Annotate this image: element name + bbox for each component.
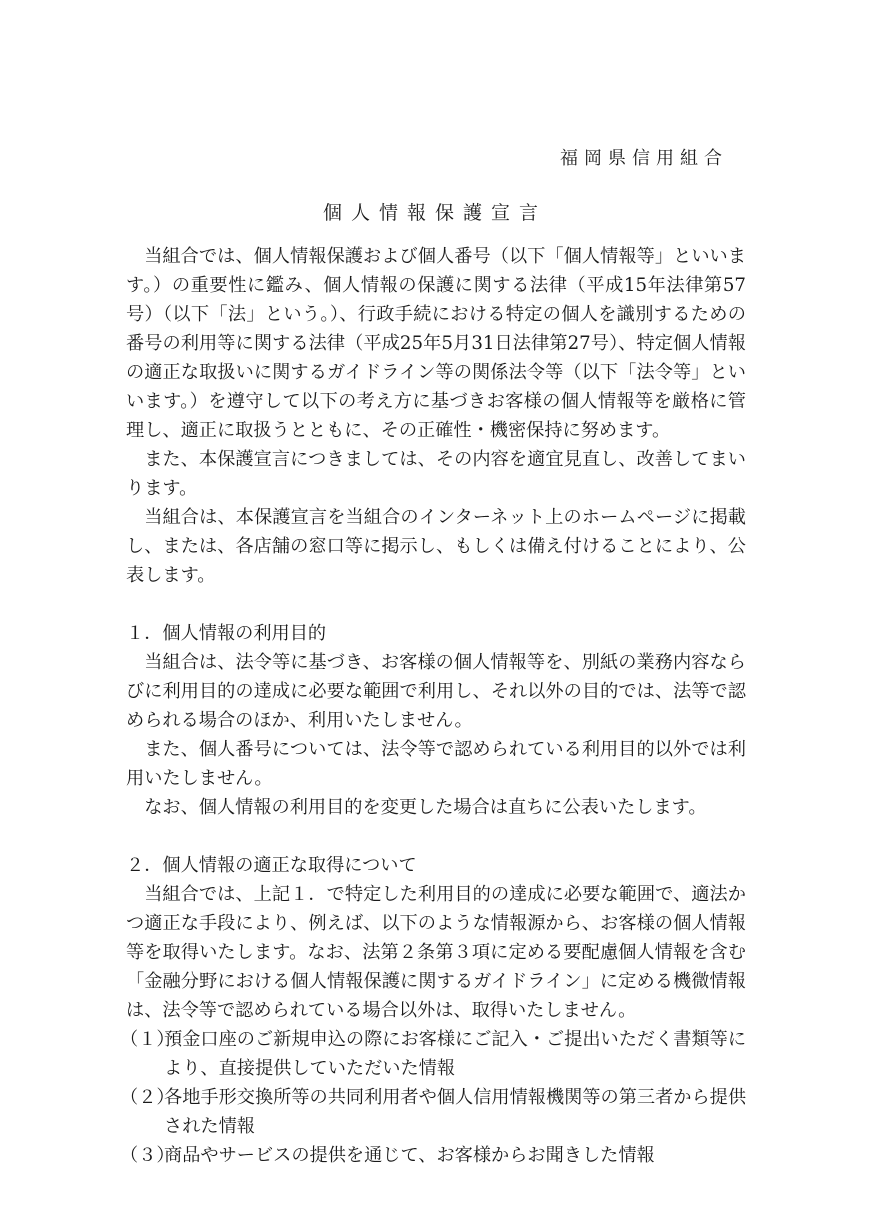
list-item-text: 各地手形交換所等の共同利用者や個人信用情報機関等の第三者から提供された情報 xyxy=(164,1087,747,1137)
section-2-heading: ２．個人情報の適正な取得について xyxy=(126,855,417,876)
list-item-text: 商品やサービスの提供を通じて、お客様からお聞きした情報 xyxy=(164,1145,655,1166)
document-title: 個人情報保護宣言 xyxy=(322,202,547,224)
list-item-number: （３） xyxy=(120,1145,175,1166)
section-1-paragraph-3: なお、個人情報の利用目的を変更した場合は直ちに公表いたします。 xyxy=(144,797,707,818)
list-item xyxy=(120,1083,746,1141)
preamble-paragraph-2: また、本保護宣言につきましては、その内容を適宜見直し、改善してまいります。 xyxy=(126,449,746,499)
list-item-number: （２） xyxy=(120,1087,175,1108)
section-2-paragraph: 当組合では、上記１．で特定した利用目的の達成に必要な範囲で、適法かつ適正な手段により、例えば、以下のような情報源から、お客様の個人情報等を取得いたします。なお、法第２条第３項に定める要配慮個人情報を含む「金融分野における個人情報保護に関するガイドライン」に定める機微情報は、法令等で認められている場合以外は、取得いたしません。 xyxy=(126,884,746,1021)
section-1-heading: １．個人情報の利用目的 xyxy=(126,623,327,644)
document-body xyxy=(120,242,747,1170)
list-item-text: 預金口座のご新規申込の際にお客様にご記入・ご提出いただく書類等により、直接提供していただいた情報 xyxy=(164,1029,747,1079)
list-item-number: （１） xyxy=(120,1029,175,1050)
list-item xyxy=(120,1141,746,1170)
section-1-paragraph-2: また、個人番号については、法令等で認められている利用目的以外では利用いたしません。 xyxy=(126,739,746,789)
section-1-paragraph-1: 当組合は、法令等に基づき、お客様の個人情報等を、別紙の業務内容ならびに利用目的の達成に必要な範囲で利用し、それ以外の目的では、法等で認められる場合のほか、利用いたしません。 xyxy=(126,652,746,731)
organization-name: 福岡県信用組合 xyxy=(560,148,728,169)
list-item xyxy=(120,1025,746,1083)
information-source-list xyxy=(120,1025,747,1170)
preamble-paragraph-1: 当組合では、個人情報保護および個人番号（以下「個人情報等」といいます。）の重要性に鑑み、個人情報の保護に関する法律（平成15年法律第57号）（以下「法」という。）、行政手続における特定の個人を識別するための番号の利用等に関する法律（平成25年5月31日法律第27号）、特定個人情報の適正な取扱いに関するガイドライン等の関係法令等（以下「法令等」といいます。）を遵守して以下の考え方に基づきお客様の個人情報等を厳格に管理し、適正に取扱うとともに、その正確性・機密保持に努めます。 xyxy=(126,246,746,441)
preamble-paragraph-3: 当組合は、本保護宣言を当組合のインターネット上のホームページに掲載し、または、各店舗の窓口等に掲示し、もしくは備え付けることにより、公表します。 xyxy=(126,507,746,586)
